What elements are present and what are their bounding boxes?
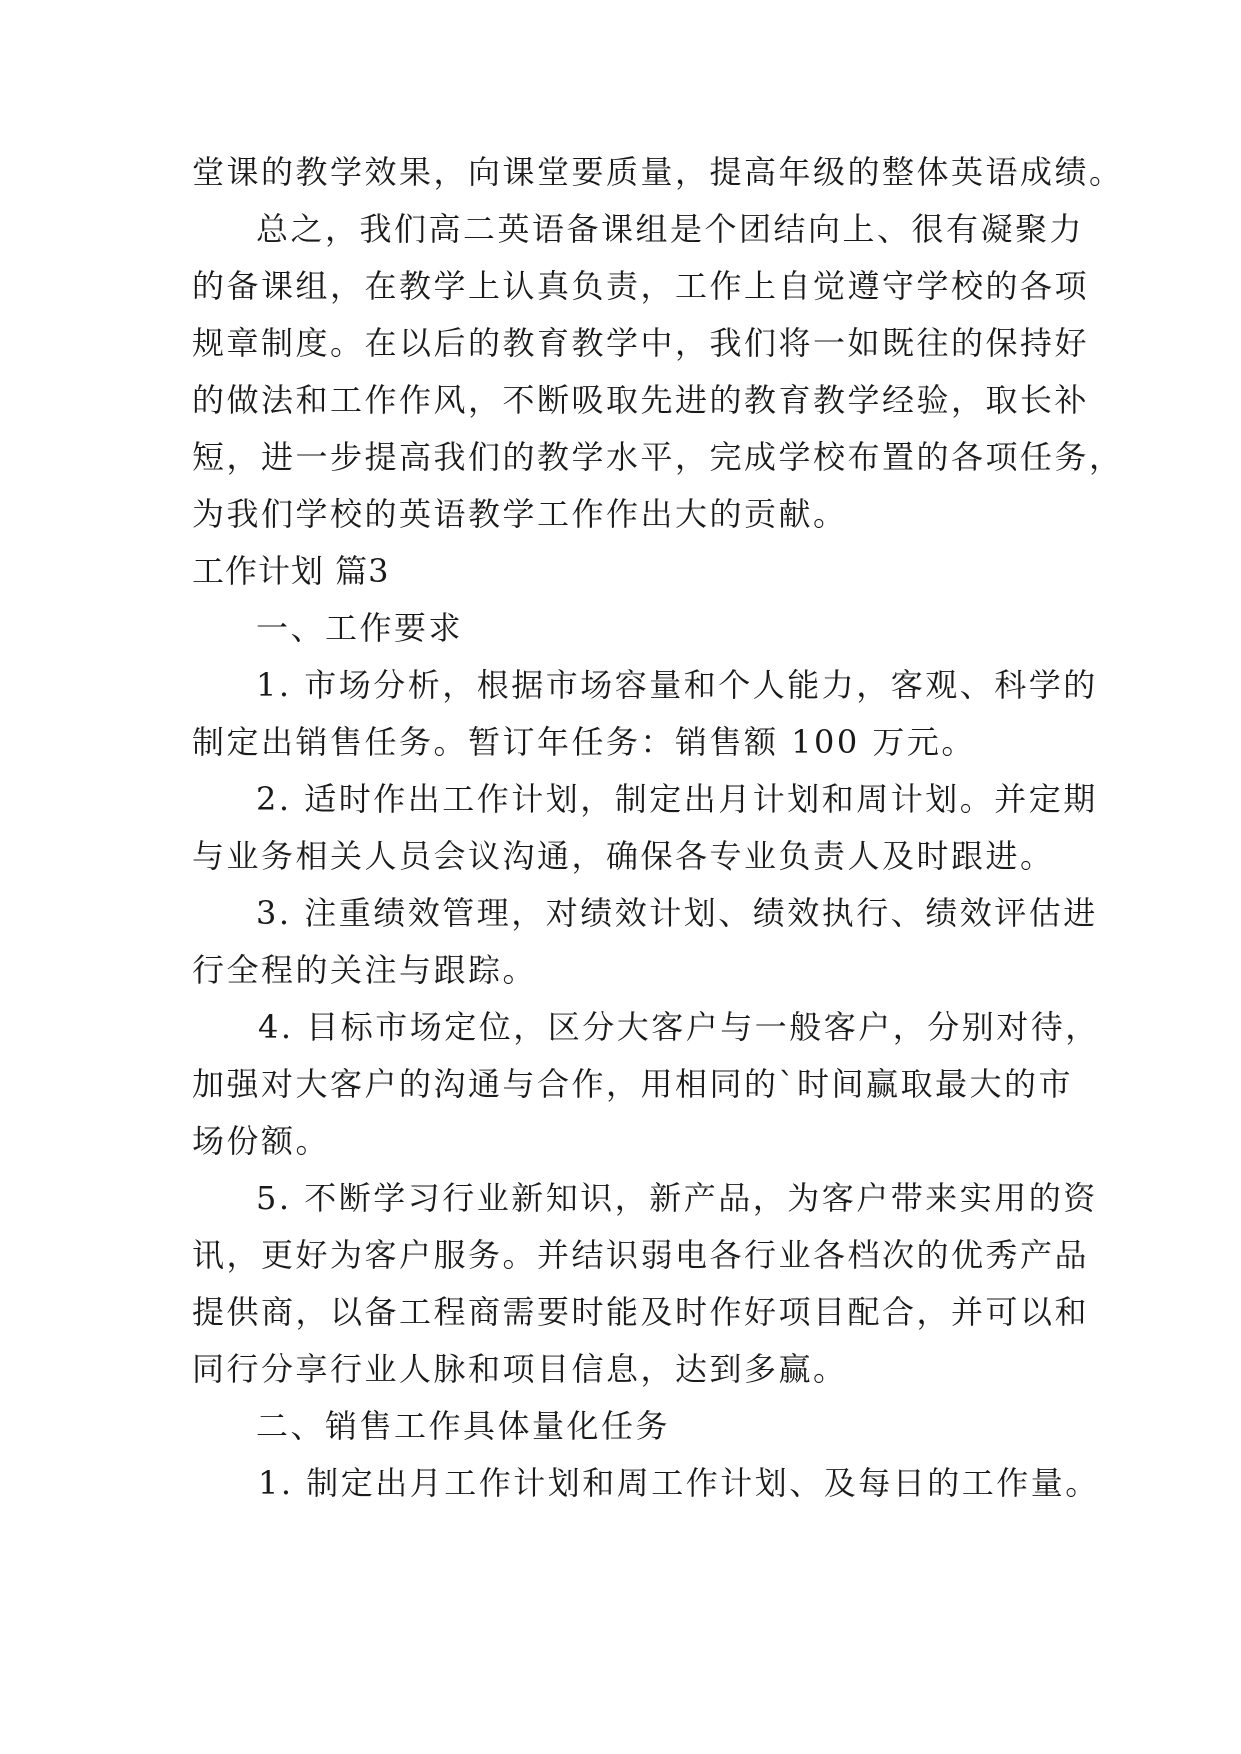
text-line: 讯，更好为客户服务。并结识弱电各行业各档次的优秀产品 [192, 1236, 1090, 1274]
paragraph-line: 总之，我们高二英语备课组是个团结向上、很有凝聚力 [256, 210, 1085, 248]
list-item-line: 3. 注重绩效管理，对绩效计划、绩效执行、绩效评估进 [256, 894, 1098, 932]
list-item-line: 5. 不断学习行业新知识，新产品，为客户带来实用的资 [256, 1179, 1098, 1217]
text-line: 为我们学校的英语教学工作作出大的贡献。 [192, 495, 848, 533]
section-heading: 工作计划 篇3 [192, 552, 390, 590]
text-line: 堂课的教学效果，向课堂要质量，提高年级的整体英语成绩。 [192, 153, 1124, 191]
text-line: 同行分享行业人脉和项目信息，达到多赢。 [192, 1350, 848, 1388]
list-item-line: 4. 目标市场定位，区分大客户与一般客户，分别对待， [258, 1008, 1100, 1046]
text-line: 与业务相关人员会议沟通，确保各专业负责人及时跟进。 [192, 837, 1055, 875]
text-line: 行全程的关注与跟踪。 [192, 951, 538, 989]
text-line: 的做法和工作作风，不断吸取先进的教育教学经验，取长补 [192, 381, 1090, 419]
text-line: 规章制度。在以后的教育教学中，我们将一如既往的保持好 [192, 324, 1090, 362]
text-line: 制定出销售任务。暂订年任务：销售额 100 万元。 [192, 723, 976, 761]
list-item-line: 1. 市场分析，根据市场容量和个人能力，客观、科学的 [256, 666, 1098, 704]
text-line: 提供商，以备工程商需要时能及时作好项目配合，并可以和 [192, 1293, 1090, 1331]
list-item-line: 1. 制定出月工作计划和周工作计划、及每日的工作量。 [258, 1464, 1100, 1502]
text-line: 加强对大客户的沟通与合作，用相同的`时间赢取最大的市 [192, 1065, 1074, 1103]
subsection-heading: 二、销售工作具体量化任务 [256, 1407, 671, 1445]
text-line: 短，进一步提高我们的教学水平，完成学校布置的各项任务， [192, 438, 1124, 476]
list-item-line: 2. 适时作出工作计划，制定出月计划和周计划。并定期 [256, 780, 1098, 818]
subsection-heading: 一、工作要求 [256, 609, 464, 647]
text-line: 场份额。 [192, 1122, 331, 1160]
text-line: 的备课组，在教学上认真负责，工作上自觉遵守学校的各项 [192, 267, 1090, 305]
